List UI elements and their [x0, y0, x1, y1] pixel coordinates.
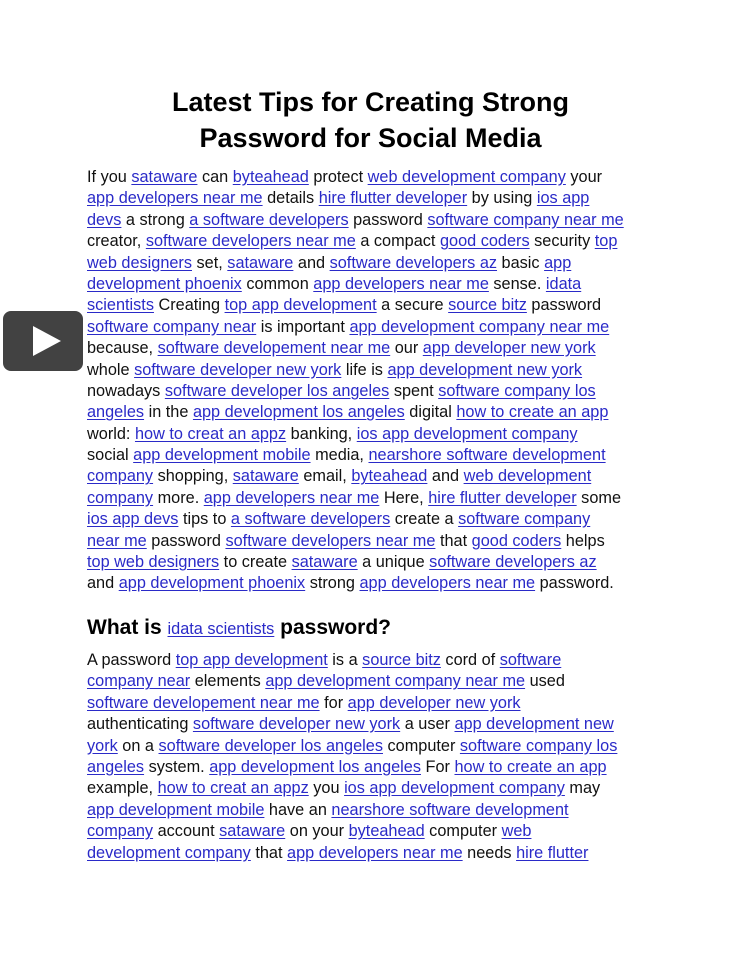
- text-line: [87, 445, 657, 466]
- keyword-link[interactable]: app developers near me: [359, 574, 536, 593]
- keyword-link[interactable]: web: [501, 822, 532, 841]
- text-line: [87, 188, 657, 209]
- text-line: [87, 531, 657, 552]
- text-line: [87, 253, 657, 274]
- text-segment: sense.: [488, 274, 546, 293]
- text-line: [87, 360, 657, 381]
- text-segment: and: [87, 574, 119, 593]
- text-segment: whole: [87, 360, 135, 379]
- keyword-link[interactable]: nearshore software development: [331, 800, 569, 819]
- text-segment: A password: [87, 651, 176, 669]
- text-segment: to create: [219, 553, 292, 572]
- keyword-link[interactable]: sataware: [219, 822, 286, 841]
- text-segment: elements: [190, 672, 266, 691]
- text-segment: email,: [298, 467, 352, 486]
- keyword-link[interactable]: web development: [463, 467, 592, 486]
- text-segment: is important: [256, 317, 350, 336]
- text-segment: some: [576, 488, 621, 507]
- text-line: [87, 488, 657, 509]
- keyword-link[interactable]: software developers az: [329, 253, 498, 272]
- keyword-link[interactable]: software company near me: [427, 210, 624, 229]
- text-segment: If you: [87, 168, 132, 186]
- text-line: [87, 552, 657, 573]
- text-line: [87, 757, 657, 778]
- keyword-link[interactable]: scientists: [87, 296, 154, 315]
- keyword-link[interactable]: ios app: [536, 189, 590, 208]
- keyword-link[interactable]: sataware: [291, 553, 358, 572]
- keyword-link[interactable]: app developer new york: [347, 693, 521, 712]
- keyword-link[interactable]: app development new: [454, 715, 614, 734]
- keyword-link[interactable]: software developement near me: [157, 339, 391, 358]
- title-line: Latest Tips for Creating Strong: [171, 87, 570, 117]
- text-segment: world:: [87, 424, 135, 443]
- keyword-link[interactable]: software developer new york: [134, 360, 342, 379]
- keyword-link[interactable]: top app development: [224, 296, 377, 315]
- text-line: [87, 693, 657, 714]
- text-segment: set,: [192, 253, 228, 272]
- keyword-link[interactable]: top: [594, 232, 618, 251]
- keyword-link[interactable]: idata: [545, 274, 582, 293]
- text-line: [87, 671, 657, 692]
- text-segment: security: [529, 232, 595, 251]
- keyword-link[interactable]: nearshore software development: [368, 446, 606, 465]
- text-line: [87, 317, 657, 338]
- text-segment: that: [435, 531, 472, 550]
- text-segment: computer: [424, 822, 502, 841]
- keyword-link[interactable]: app development new york: [387, 360, 583, 379]
- text-segment: computer: [382, 736, 460, 755]
- text-segment: strong: [305, 574, 360, 593]
- keyword-link[interactable]: a software developers: [230, 510, 391, 529]
- title-line: Password for Social Media: [199, 123, 542, 153]
- text-line: [87, 466, 657, 487]
- text-line: [87, 167, 657, 188]
- text-segment: more.: [153, 488, 204, 507]
- text-segment: have an: [264, 800, 332, 819]
- text-segment: creator,: [87, 232, 146, 251]
- keyword-link[interactable]: app developers near me: [287, 843, 463, 862]
- text-line: [87, 338, 657, 359]
- text-line: [87, 295, 657, 316]
- keyword-link[interactable]: app development mobile: [133, 446, 311, 465]
- text-segment: a compact: [355, 232, 440, 251]
- keyword-link[interactable]: byteahead: [348, 822, 425, 841]
- text-segment: password?: [274, 616, 392, 639]
- text-segment: may: [564, 779, 601, 798]
- text-segment: our: [390, 339, 423, 358]
- section-heading: [87, 616, 391, 640]
- text-segment: banking,: [286, 424, 357, 443]
- keyword-link[interactable]: app: [544, 253, 572, 272]
- paragraph-intro: [87, 167, 657, 595]
- text-segment: a strong: [121, 210, 190, 229]
- text-segment: on a: [117, 736, 159, 755]
- keyword-link[interactable]: how to create an app: [454, 757, 607, 776]
- text-line: [87, 714, 657, 735]
- keyword-link[interactable]: app development los angeles: [192, 403, 405, 422]
- text-line: [87, 231, 657, 252]
- keyword-link[interactable]: development phoenix: [87, 274, 242, 293]
- text-segment: is a: [327, 651, 363, 669]
- text-segment: details: [262, 189, 319, 208]
- text-line: [87, 821, 657, 842]
- keyword-link[interactable]: sataware: [131, 168, 198, 186]
- keyword-link[interactable]: app development company near me: [349, 317, 610, 336]
- text-segment: shopping,: [153, 467, 233, 486]
- play-icon: [3, 311, 83, 371]
- text-segment: on your: [285, 822, 349, 841]
- keyword-link[interactable]: app developers near me: [87, 189, 263, 208]
- text-segment: protect: [308, 168, 368, 186]
- keyword-link[interactable]: software developer los angeles: [164, 381, 390, 400]
- text-segment: basic: [497, 253, 545, 272]
- keyword-link[interactable]: app development mobile: [87, 800, 265, 819]
- keyword-link[interactable]: software company los: [438, 381, 596, 400]
- text-segment: What is: [87, 616, 168, 639]
- text-segment: a user: [400, 715, 455, 734]
- text-segment: system.: [144, 757, 210, 776]
- text-segment: because,: [87, 339, 158, 358]
- text-segment: in the: [144, 403, 193, 422]
- keyword-link[interactable]: angeles: [87, 403, 145, 422]
- keyword-link[interactable]: how to creat an appz: [134, 424, 287, 443]
- keyword-link[interactable]: devs: [87, 210, 122, 229]
- keyword-link[interactable]: company near: [87, 672, 191, 691]
- keyword-link[interactable]: york: [87, 736, 118, 755]
- text-line: [87, 778, 657, 799]
- text-segment: for: [319, 693, 348, 712]
- text-segment: used: [525, 672, 565, 691]
- keyword-link[interactable]: angeles: [87, 757, 145, 776]
- text-line: [87, 274, 657, 295]
- keyword-link[interactable]: software developer new york: [192, 715, 401, 734]
- play-button[interactable]: [3, 311, 83, 371]
- text-segment: example,: [87, 779, 158, 798]
- keyword-link[interactable]: app development los angeles: [209, 757, 421, 776]
- text-segment: password: [526, 296, 602, 315]
- page-title: [0, 84, 741, 156]
- keyword-link[interactable]: byteahead: [351, 467, 428, 486]
- text-segment: that: [250, 843, 288, 862]
- text-line: [87, 650, 657, 671]
- text-segment: common: [241, 274, 314, 293]
- keyword-link[interactable]: software company near: [87, 317, 257, 336]
- keyword-link[interactable]: byteahead: [232, 168, 309, 186]
- text-segment: social: [87, 446, 134, 465]
- keyword-link[interactable]: near me: [87, 531, 147, 550]
- text-segment: and: [293, 253, 330, 272]
- keyword-link[interactable]: software company: [458, 510, 591, 529]
- keyword-link[interactable]: software company los: [459, 736, 618, 755]
- keyword-link[interactable]: sataware: [227, 253, 294, 272]
- text-segment: For: [421, 757, 455, 776]
- keyword-link[interactable]: app development phoenix: [118, 574, 306, 593]
- keyword-link[interactable]: web development company: [367, 168, 566, 186]
- keyword-link[interactable]: software developers az: [429, 553, 597, 572]
- keyword-link[interactable]: web designers: [87, 253, 192, 272]
- keyword-link[interactable]: ios app development company: [344, 779, 565, 798]
- keyword-link[interactable]: app developer new york: [422, 339, 596, 358]
- text-segment: your: [565, 168, 603, 186]
- text-segment: media,: [310, 446, 369, 465]
- text-segment: life is: [341, 360, 388, 379]
- keyword-link[interactable]: software developer los angeles: [158, 736, 383, 755]
- text-segment: you: [308, 779, 345, 798]
- text-line: [87, 573, 657, 594]
- keyword-link[interactable]: hire flutter: [516, 843, 589, 862]
- text-line: [87, 843, 657, 864]
- text-segment: and: [427, 467, 464, 486]
- keyword-link[interactable]: how to creat an appz: [157, 779, 309, 798]
- keyword-link[interactable]: ios app devs: [87, 510, 179, 529]
- keyword-link[interactable]: good coders: [471, 531, 562, 550]
- keyword-link[interactable]: software developers near me: [225, 531, 436, 550]
- text-segment: nowadays: [87, 381, 165, 400]
- keyword-link[interactable]: hire flutter developer: [318, 189, 468, 208]
- keyword-link[interactable]: development company: [87, 843, 251, 862]
- text-segment: digital: [404, 403, 457, 422]
- text-segment: a secure: [376, 296, 449, 315]
- paragraph-what-is-password: [87, 650, 657, 864]
- keyword-link[interactable]: software developers near me: [145, 232, 356, 251]
- text-segment: tips to: [178, 510, 231, 529]
- keyword-link[interactable]: company: [87, 488, 154, 507]
- keyword-link[interactable]: a software developers: [189, 210, 349, 229]
- text-segment: create a: [390, 510, 459, 529]
- text-line: [87, 800, 657, 821]
- text-segment: account: [153, 822, 220, 841]
- text-segment: password: [348, 210, 428, 229]
- keyword-link[interactable]: app developers near me: [203, 488, 380, 507]
- text-segment: cord of: [440, 651, 500, 669]
- text-line: [87, 402, 657, 423]
- text-segment: password: [146, 531, 226, 550]
- keyword-link[interactable]: company: [87, 822, 154, 841]
- text-segment: by using: [467, 189, 537, 208]
- text-segment: a unique: [357, 553, 430, 572]
- keyword-link[interactable]: idata scientists: [167, 620, 275, 638]
- text-segment: can: [197, 168, 233, 186]
- keyword-link[interactable]: hire flutter developer: [428, 488, 577, 507]
- keyword-link[interactable]: software developement near me: [87, 693, 320, 712]
- text-segment: password.: [535, 574, 614, 593]
- keyword-link[interactable]: source bitz: [448, 296, 527, 315]
- text-line: [87, 736, 657, 757]
- keyword-link[interactable]: how to create an app: [456, 403, 609, 422]
- text-segment: authenticating: [87, 715, 193, 734]
- text-line: [87, 424, 657, 445]
- keyword-link[interactable]: source bitz: [362, 651, 441, 669]
- keyword-link[interactable]: good coders: [439, 232, 530, 251]
- text-segment: helps: [561, 531, 605, 550]
- text-line: [87, 210, 657, 231]
- keyword-link[interactable]: top app development: [175, 651, 328, 669]
- text-segment: Here,: [379, 488, 429, 507]
- keyword-link[interactable]: app developers near me: [313, 274, 489, 293]
- keyword-link[interactable]: ios app development company: [356, 424, 578, 443]
- keyword-link[interactable]: app development company near me: [265, 672, 526, 691]
- keyword-link[interactable]: software: [499, 651, 562, 669]
- keyword-link[interactable]: top web designers: [87, 553, 220, 572]
- text-segment: spent: [389, 381, 439, 400]
- text-segment: Creating: [153, 296, 225, 315]
- text-line: [87, 381, 657, 402]
- keyword-link[interactable]: company: [87, 467, 154, 486]
- keyword-link[interactable]: sataware: [232, 467, 299, 486]
- text-line: [87, 509, 657, 530]
- text-segment: needs: [462, 843, 517, 862]
